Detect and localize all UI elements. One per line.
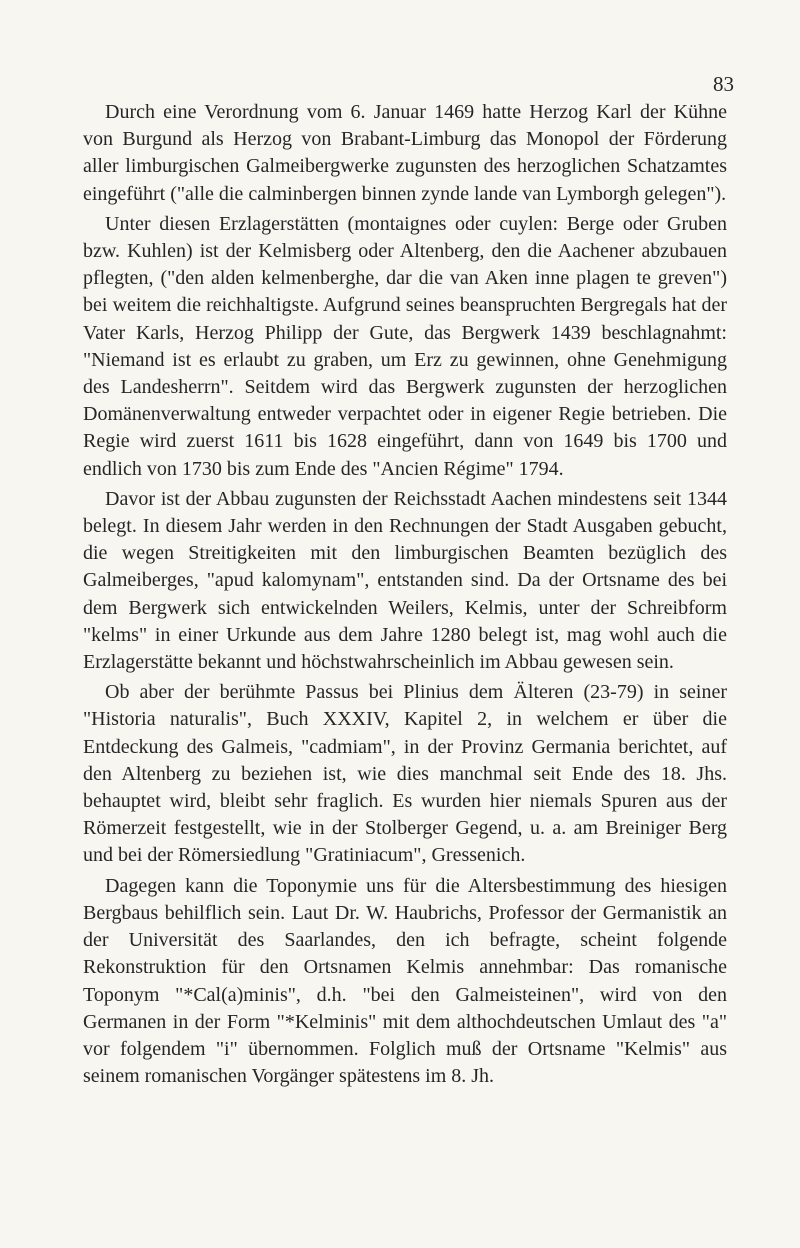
paragraph-abbau-aachen: Davor ist der Abbau zugunsten der Reichsstadt Aachen mindestens seit 1344 belegt. In diesem Jahr werden in den Rechnungen der Stadt Ausgaben gebucht, die wegen Streitigkeiten mit den limburgischen Beamten bezüglich des Galmeiberges, "apud kalomynam", entstanden sind. Da der Ortsname des bei dem Bergwerk sich entwickelnden Weilers, Kelmis, unter der Schreibform "kelms" in einer Urkunde aus dem Jahre 1280 belegt ist, mag wohl auch die Erzlagerstätte bekannt und höchstwahrscheinlich im Abbau gewesen sein. [83,487,727,674]
body-text [83,99,727,1093]
page-number: 83 [713,72,734,96]
paragraph-toponymie: Dagegen kann die Toponymie uns für die Altersbestimmung des hiesigen Bergbaus behilflich sein. Laut Dr. W. Haubrichs, Professor der Germanistik an der Universität des Saarlandes, den ich befragte, scheint folgende Rekonstruktion für den Ortsnamen Kelmis annehmbar: Das romanische Toponym "*Cal(a)minis", d.h. "bei den Galmeisteinen", wird von den Germanen in der Form "*Kelminis" mit dem althochdeutschen Umlaut des "a" vor folgendem "i" übernommen. Folglich muß der Ortsname "Kelmis" aus seinem romanischen Vorgänger spätestens im 8. Jh. [83,874,727,1088]
paragraph-erzlagerstaetten: Unter diesen Erzlagerstätten (montaignes oder cuylen: Berge oder Gruben bzw. Kuhlen) ist der Kelmisberg oder Altenberg, den die Aachener abzubauen pflegten, ("den alden kelmenberghe, dar die van Aken inne plagen te greven") bei weitem die reichhaltigste. Aufgrund seines beanspruchten Bergregals hat der Vater Karls, Herzog Philipp der Gute, das Bergwerk 1439 beschlagnahmt: "Niemand ist es erlaubt zu graben, um Erz zu gewinnen, ohne Genehmigung des Landesherrn". Seitdem wird das Bergwerk zugunsten der herzoglichen Domänenverwaltung entweder verpachtet oder in eigener Regie betrieben. Die Regie wird zuerst 1611 bis 1628 eingeführt, dann von 1649 bis 1700 und endlich von 1730 bis zum Ende des "Ancien Régime" 1794. [83,212,727,480]
paragraph-plinius: Ob aber der berühmte Passus bei Plinius dem Älteren (23-79) in seiner "Historia naturalis", Buch XXXIV, Kapitel 2, in welchem er über die Entdeckung des Galmeis, "cadmiam", in der Provinz Germania berichtet, auf den Altenberg zu beziehen ist, wie dies manchmal seit Ende des 18. Jhs. behauptet wird, bleibt sehr fraglich. Es wurden hier niemals Spuren aus der Römerzeit festgestellt, wie in der Stolberger Gegend, u. a. am Breiniger Berg und bei der Römersiedlung "Gratiniacum", Gressenich. [83,681,727,867]
paragraph-verordnung-1469: Durch eine Verordnung vom 6. Januar 1469 hatte Herzog Karl der Kühne von Burgund als Herzog von Brabant-Limburg das Monopol der Förderung aller limburgischen Galmeibergwerke zugunsten des herzoglichen Schatzamtes eingeführt ("alle die calminbergen binnen zynde lande van Lymborgh gelegen"). [83,101,727,205]
